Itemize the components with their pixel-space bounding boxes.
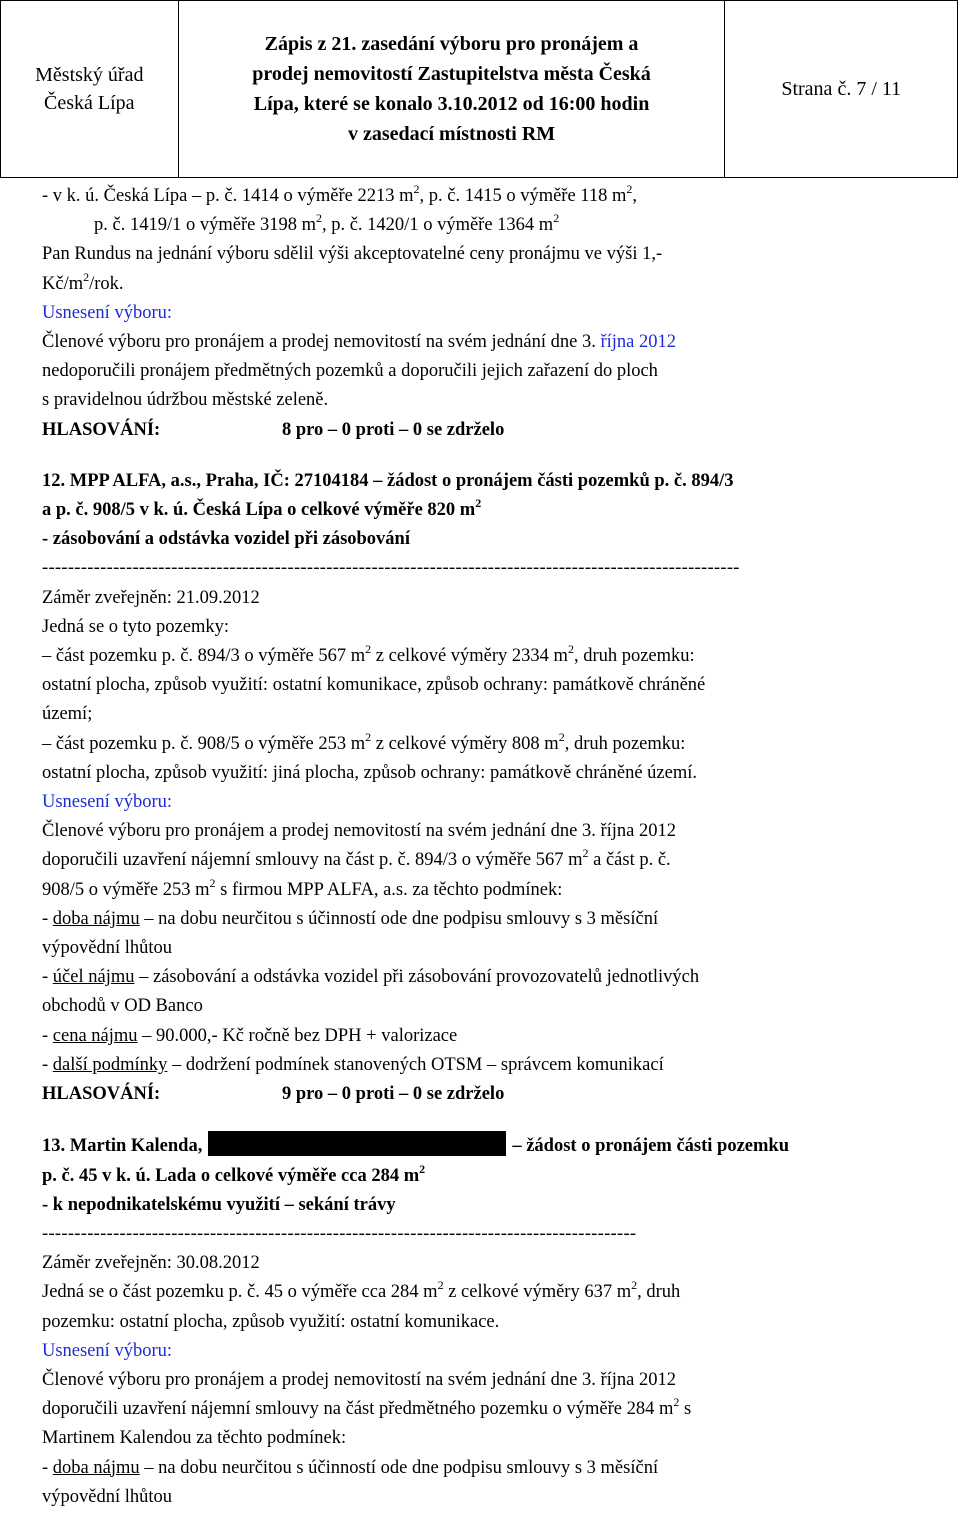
resolution-heading: Usnesení výboru: bbox=[42, 792, 172, 813]
office-line-2: Česká Lípa bbox=[44, 92, 135, 114]
page-number: Strana č. 7 / 11 bbox=[781, 77, 902, 100]
spacer bbox=[42, 1109, 952, 1131]
publication-date: Záměr zveřejněn: 30.08.2012 bbox=[42, 1253, 260, 1274]
condition-item: - doba nájmu – na dobu neurčitou s účinností ode dne podpisu smlouvy s 3 měsíční bbox=[42, 908, 659, 929]
resolution-line: 908/5 o výměře 253 $m^2$ s firmou MPP ALFA, a.s. za těchto podmínek: bbox=[42, 875, 563, 900]
parcel-line-1: - v k. ú. Česká Lípa – p. č. 1414 o výměře 2213 $m^2$, p. č. 1415 o výměře 118 $m^2$, bbox=[42, 182, 637, 206]
section-heading: - k nepodnikatelskému využití – sekání trávy bbox=[42, 1194, 396, 1215]
paragraph-line: Jedná se o část pozemku p. č. 45 o výměře cca 284 $m^2$ z celkové výměry 637 $m^2$, druh bbox=[42, 1278, 681, 1303]
resolution-line: doporučili uzavření nájemní smlouvy na část p. č. 894/3 o výměře 567 $m^2$ a část p. č. bbox=[42, 846, 671, 871]
paragraph-line: ostatní plocha, způsob využití: jiná plocha, způsob ochrany: památkově chráněné území. bbox=[42, 762, 698, 783]
page-number-cell bbox=[725, 1, 957, 177]
divider: ------------------------------------------------------------------------------------------------------------ bbox=[42, 558, 740, 579]
document-body bbox=[42, 182, 952, 1512]
paragraph-line: pozemku: ostatní plocha, způsob využití: ostatní komunikace. bbox=[42, 1311, 500, 1332]
title-line-2: prodej nemovitostí Zastupitelstva města Česká bbox=[252, 63, 651, 85]
section-heading: 12. MPP ALFA, a.s., Praha, IČ: 27104184 – žádost o pronájem části pozemků p. č. 894/3 bbox=[42, 470, 734, 491]
resolution-heading: Usnesení výboru: bbox=[42, 1340, 172, 1361]
section-heading: p. č. 45 v k. ú. Lada o celkové výměře cca 284 $m^2$ bbox=[42, 1161, 426, 1186]
resolution-line: s pravidelnou údržbou městské zeleně. bbox=[42, 390, 329, 411]
condition-item: - další podmínky – dodržení podmínek stanovených OTSM – správcem komunikací bbox=[42, 1054, 664, 1075]
resolution-line: doporučili uzavření nájemní smlouvy na část předmětného pozemku o výměře 284 $m^2$ s bbox=[42, 1395, 692, 1420]
paragraph-line: ostatní plocha, způsob využití: ostatní komunikace, způsob ochrany: památkově chráněné bbox=[42, 675, 706, 696]
paragraph-line: výpovědní lhůtou bbox=[42, 938, 173, 959]
resolution-line: Členové výboru pro pronájem a prodej nemovitostí na svém jednání dne 3. října 2012 bbox=[42, 821, 676, 842]
resolution-heading: Usnesení výboru: bbox=[42, 302, 172, 323]
publication-date: Záměr zveřejněn: 21.09.2012 bbox=[42, 587, 260, 608]
title-line-1: Zápis z 21. zasedání výboru pro pronájem a bbox=[264, 33, 639, 55]
section-heading: - zásobování a odstávka vozidel při zásobování bbox=[42, 529, 410, 550]
resolution-line: nedoporučili pronájem předmětných pozemků a doporučili jejich zařazení do ploch bbox=[42, 361, 658, 382]
paragraph-line: území; bbox=[42, 704, 93, 725]
resolution-line: Martinem Kalendou za těchto podmínek: bbox=[42, 1428, 347, 1449]
redaction-bar bbox=[208, 1131, 506, 1156]
vote-result: HLASOVÁNÍ: 9 pro – 0 proti – 0 se zdrželo bbox=[42, 1084, 505, 1105]
paragraph-line: $Kč/m^2$/rok. bbox=[42, 269, 124, 294]
paragraph-line: obchodů v OD Banco bbox=[42, 996, 203, 1017]
divider: -------------------------------------------------------------------------------------------- bbox=[42, 1223, 637, 1244]
title-line-4: v zasedací místnosti RM bbox=[347, 123, 556, 145]
paragraph-line: Jedná se o tyto pozemky: bbox=[42, 616, 230, 637]
paragraph-line: Pan Rundus na jednání výboru sdělil výši akceptovatelné ceny pronájmu ve výši 1,- bbox=[42, 244, 663, 265]
parcel-line-2: p. č. 1419/1 o výměře 3198 $m^2$, p. č. 1420/1 o výměře 1364 $m^2$ bbox=[94, 211, 560, 236]
paragraph-line: výpovědní lhůtou bbox=[42, 1486, 173, 1507]
office-cell bbox=[1, 1, 179, 177]
parcel-item: – část pozemku p. č. 894/3 o výměře 567 $m^2$ z celkové výměry 2334 $m^2$, druh pozemku: bbox=[42, 642, 695, 667]
vote-result: HLASOVÁNÍ: 8 pro – 0 proti – 0 se zdrželo bbox=[42, 419, 505, 440]
condition-item: - účel nájmu – zásobování a odstávka vozidel při zásobování provozovatelů jednotlivých bbox=[42, 967, 700, 988]
page-header bbox=[0, 0, 958, 178]
title-line-3: Lípa, které se konalo 3.10.2012 od 16:00 hodin bbox=[253, 93, 650, 115]
section-heading: 13. Martin Kalenda, – žádost o pronájem části pozemku bbox=[42, 1131, 952, 1161]
resolution-line: Členové výboru pro pronájem a prodej nemovitostí na svém jednání dne 3. října 2012 bbox=[42, 1369, 676, 1390]
parcel-item: – část pozemku p. č. 908/5 o výměře 253 $m^2$ z celkové výměry 808 $m^2$, druh pozemku: bbox=[42, 729, 686, 754]
condition-item: - doba nájmu – na dobu neurčitou s účinností ode dne podpisu smlouvy s 3 měsíční bbox=[42, 1457, 659, 1478]
office-line-1: Městský úřad bbox=[35, 64, 144, 86]
section-heading: a p. č. 908/5 v k. ú. Česká Lípa o celkové výměře 820 $m^2$ bbox=[42, 496, 482, 521]
title-cell bbox=[179, 1, 726, 177]
spacer bbox=[42, 445, 952, 467]
resolution-line: Členové výboru pro pronájem a prodej nemovitostí na svém jednání dne 3. října 2012 bbox=[42, 332, 676, 353]
condition-item: - cena nájmu – 90.000,- Kč ročně bez DPH + valorizace bbox=[42, 1025, 458, 1046]
